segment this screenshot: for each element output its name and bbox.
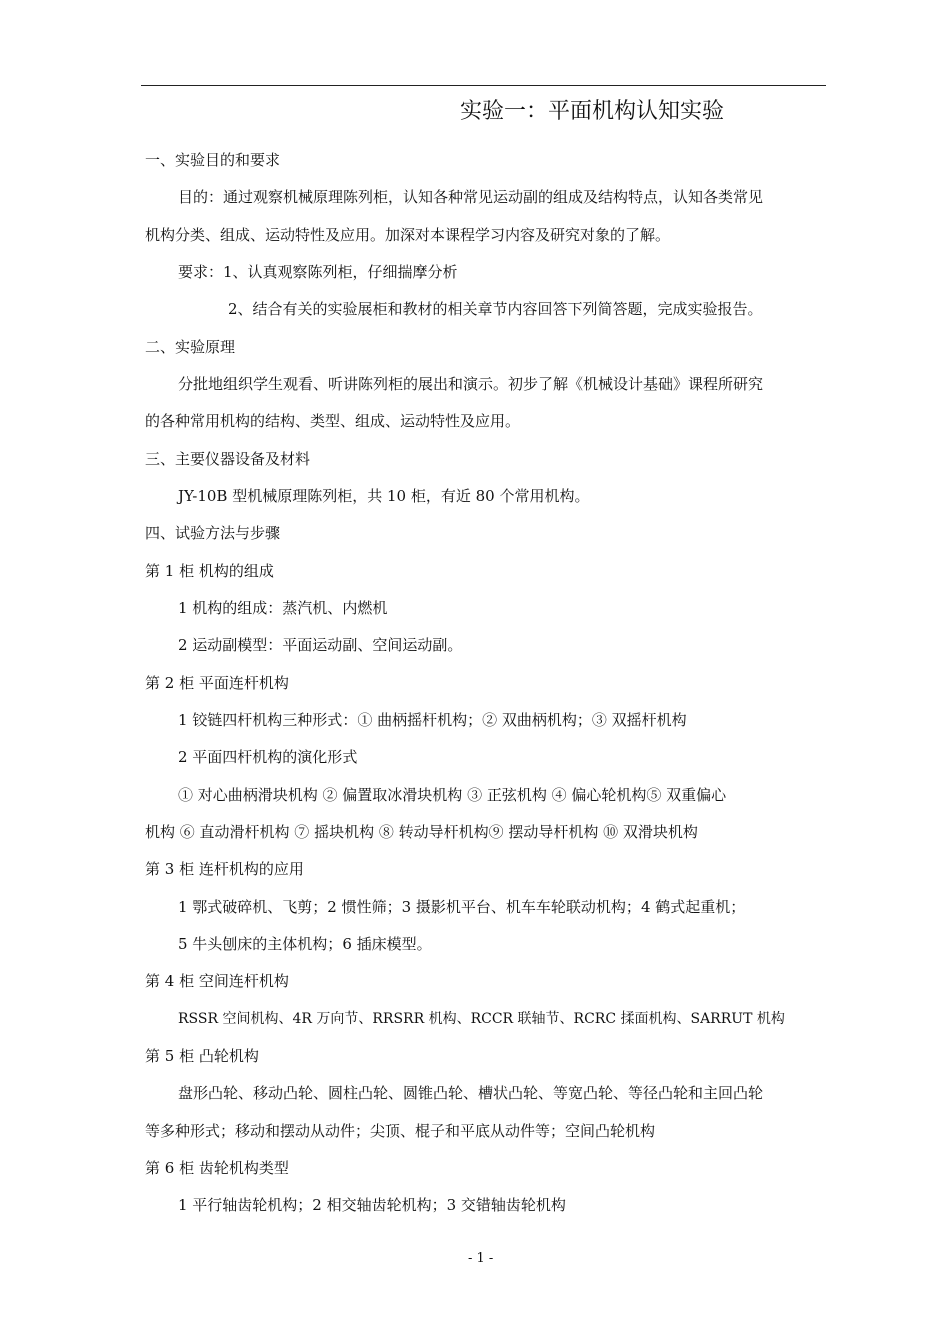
cabinet-heading: 第 1 柜 机构的组成	[145, 562, 274, 580]
paragraph-line: 机构分类、组成、运动特性及应用。加深对本课程学习内容及研究对象的了解。	[145, 226, 671, 244]
list-item: RSSR 空间机构、4R 万向节、RRSRR 机构、RCCR 联轴节、RCRC 揉面机构、SARRUT 机构	[178, 1011, 785, 1027]
list-item: ① 对心曲柄滑块机构 ② 偏置取冰滑块机构 ③ 正弦机构 ④ 偏心轮机构⑤ 双重偏心	[178, 786, 727, 804]
list-item: 机构 ⑥ 直动滑杆机构 ⑦ 摇块机构 ⑧ 转动导杆机构⑨ 摆动导杆机构 ⑩ 双滑块机构	[145, 823, 698, 841]
list-item: 1 机构的组成：蒸汽机、内燃机	[178, 599, 388, 617]
list-item: 等多种形式；移动和摆动从动件；尖顶、棍子和平底从动件等；空间凸轮机构	[145, 1122, 656, 1140]
list-item: 5 牛头刨床的主体机构；6 插床模型。	[178, 935, 432, 953]
paragraph-line: 要求：1、认真观察陈列柜，仔细揣摩分析	[178, 263, 458, 281]
section-heading-1: 一、实验目的和要求	[145, 151, 281, 169]
paragraph-line: 的各种常用机构的结构、类型、组成、运动特性及应用。	[145, 412, 521, 430]
list-item: 1 平行轴齿轮机构；2 相交轴齿轮机构；3 交错轴齿轮机构	[178, 1196, 566, 1214]
list-item: 2 运动副模型：平面运动副、空间运动副。	[178, 636, 463, 654]
section-heading-4: 四、试验方法与步骤	[145, 524, 281, 542]
paragraph-line: JY-10B 型机械原理陈列柜，共 10 柜，有近 80 个常用机构。	[178, 487, 590, 505]
cabinet-heading: 第 3 柜 连杆机构的应用	[145, 860, 304, 878]
page-title: 实验一：平面机构认知实验	[460, 99, 725, 124]
list-item: 盘形凸轮、移动凸轮、圆柱凸轮、圆锥凸轮、槽状凸轮、等宽凸轮、等径凸轮和主回凸轮	[178, 1084, 764, 1102]
paragraph-line: 目的：通过观察机械原理陈列柜，认知各种常见运动副的组成及结构特点，认知各类常见	[178, 188, 764, 206]
cabinet-heading: 第 5 柜 凸轮机构	[145, 1047, 259, 1065]
cabinet-heading: 第 2 柜 平面连杆机构	[145, 674, 289, 692]
paragraph-line: 分批地组织学生观看、听讲陈列柜的展出和演示。初步了解《机械设计基础》课程所研究	[178, 375, 764, 393]
list-item: 1 鄂式破碎机、飞剪；2 惯性筛；3 摄影机平台、机车车轮联动机构；4 鹤式起重机；	[178, 898, 746, 916]
section-heading-3: 三、主要仪器设备及材料	[145, 450, 311, 468]
cabinet-heading: 第 4 柜 空间连杆机构	[145, 972, 289, 990]
cabinet-heading: 第 6 柜 齿轮机构类型	[145, 1159, 289, 1177]
page-number: - 1 -	[468, 1251, 494, 1266]
list-item: 2 平面四杆机构的演化形式	[178, 748, 358, 766]
section-heading-2: 二、实验原理	[145, 338, 236, 356]
header-rule	[141, 85, 826, 86]
list-item: 1 铰链四杆机构三种形式：① 曲柄摇杆机构；② 双曲柄机构；③ 双摇杆机构	[178, 711, 687, 729]
paragraph-line: 2、结合有关的实验展柜和教材的相关章节内容回答下列简答题，完成实验报告。	[228, 300, 763, 318]
